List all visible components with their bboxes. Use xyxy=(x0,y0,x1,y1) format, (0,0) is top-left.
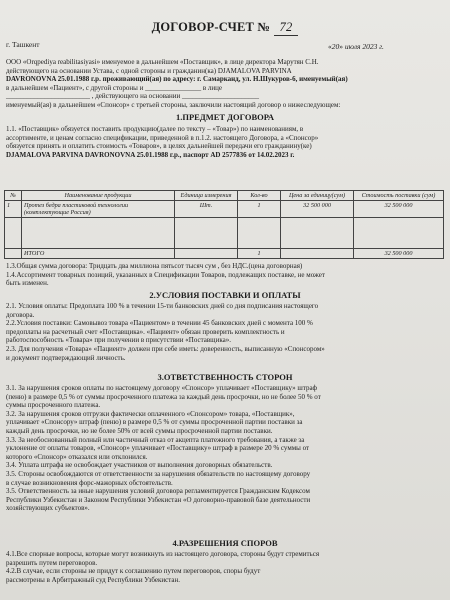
section-2-line: 2.3. Для получения «Товара» «Пациент» должен при себе иметь: доверенность, выписанную «Спонсором» xyxy=(6,344,325,353)
total-qty: 1 xyxy=(238,249,281,259)
section-4-line: рассмотрены в Арбитражный суд Республики Узбекистан. xyxy=(6,575,180,584)
preamble-line: DAVRONOVNA 25.01.1988 г.р. проживающий(ая) по адресу: г. Самарканд, ул. Н.Шукуров-6, именуемый(ая) xyxy=(6,75,348,84)
section-3-line: 3.1. За нарушения сроков оплаты по настоящему договору «Спонсор» уплачивает «Поставщику» штраф xyxy=(6,384,318,392)
section-2-line: 2.2.Условия поставки: Самовывоз товара «Пациентом» в течении 45 банковских дней с момента 100 % xyxy=(6,319,313,328)
section-4-text xyxy=(6,550,444,584)
section-3-line: 3.3. За необоснованный полный или частичный отказ от акцепта платежного требования, а также за xyxy=(6,435,305,444)
contract-title xyxy=(0,20,450,36)
total-value: 32 500 000 xyxy=(354,249,444,259)
section-3-line: хозяйствующих субъектов». xyxy=(6,504,90,513)
contract-number: 72 xyxy=(274,20,299,36)
after-table-line: быть изменен. xyxy=(6,279,49,288)
header-cell: Единица измерения xyxy=(175,191,238,201)
section-3-text xyxy=(6,384,444,513)
table-row xyxy=(5,201,444,218)
section-3-line: (пеню) в размере 0,5 % от суммы просроченного платежа за каждый день просрочки, но не более 50 % от xyxy=(6,392,321,401)
table-total-row xyxy=(5,249,444,259)
contract-date: «20» июля 2023 г. xyxy=(328,42,384,51)
section-2-line: договора. xyxy=(6,310,35,319)
header-cell: Стоимость поставки (сум) xyxy=(354,191,444,201)
section-3-line: каждый день просрочки, но не более 50% от всей суммы просроченной партии поставки. xyxy=(6,426,273,435)
table-empty-row xyxy=(5,218,444,249)
header-cell: Кол-во xyxy=(238,191,281,201)
section-4-line: 4.2.В случае, если стороны не придут к соглашению путем переговоров, споры будут xyxy=(6,567,261,576)
total-amount-line: 1.3.Общая сумма договора: Тридцать два миллиона пятьсот тысяч сум , без НДС.(цена договорная) xyxy=(6,262,303,270)
date-day: 20 xyxy=(331,42,340,51)
cell-number: 1 xyxy=(5,201,22,218)
section-2-line: 2.1. Условия оплаты: Предоплата 100 % в течении 15-ти банковских дней со дня подписания настоящего xyxy=(6,302,319,310)
section-3-line: суммы просроченного платежа. xyxy=(6,401,101,410)
preamble-line: ________________________ , действующего на основании ______________________ xyxy=(6,92,260,101)
section-4-line: 4.1.Все спорные вопросы, которые могут возникнуть из настоящего договора, стороны будут стремиться xyxy=(6,550,320,558)
preamble-line: ООО «Orqpediya reabilitasiyasi» именуемое в дальнейшем «Поставщик», в лице директора Марутян С.Н. xyxy=(6,58,319,66)
preamble-line: действующего на основании Устава, с одной стороны и гражданин(ка) DJAMALOVA PARVINA xyxy=(6,66,292,75)
section-3-line: уклонение от оплаты товаров, «Спонсор» уплачивает «Поставщику» штраф в размере 20 % суммы от xyxy=(6,444,310,453)
section-3-line: 3.5. Стороны освобождаются от ответственности за нарушения обязательств по настоящему договору xyxy=(6,469,311,478)
section-3-line: 3.5. Ответственность за иные нарушения условий договора регламентируется Гражданским Кодексом xyxy=(6,487,310,496)
cell-product-name: Протез бедра пластиковой технологии (комплектующие Россия) xyxy=(22,201,175,218)
preamble xyxy=(6,58,444,110)
section-2-text xyxy=(6,302,444,362)
cell-total: 32 500 000 xyxy=(354,201,444,218)
section-4-heading: 4.РАЗРЕШЕНИЯ СПОРОВ xyxy=(172,538,278,548)
section-2-line: предоплаты на расчетный счет «Поставщика». «Пациент» обязан проверить комплектность и xyxy=(6,327,285,336)
section-1-line: обязуется принять и оплатить стоимость «Товаров», в целях дальнейшей передачи его гражданину(ке) xyxy=(6,142,312,151)
section-3-heading: 3.ОТВЕТСТВЕННОСТЬ СТОРОН xyxy=(157,372,293,382)
table-header-row xyxy=(5,191,444,201)
section-1-line: 1.1. «Поставщик» обязуется поставить продукцию(далее по тексту – «Товар») по наименованиям, в xyxy=(6,125,304,133)
date-month: июля xyxy=(344,42,361,51)
section-2-heading: 2.УСЛОВИЯ ПОСТАВКИ И ОПЛАТЫ xyxy=(149,290,301,300)
specification-table xyxy=(4,190,444,259)
preamble-line: в дальнейшем «Пациент», с другой стороны и ________________ в лице xyxy=(6,83,222,92)
total-label: ИТОГО xyxy=(22,249,175,259)
section-3-line: Республики Узбекистан и Законом Республики Узбекистан «О договорно-правовой базе деятельности xyxy=(6,495,311,504)
section-1-text xyxy=(6,125,444,159)
section-2-line: работоспособность «Товара» при получении в присутствии «Поставщика». xyxy=(6,336,231,345)
beneficiary-line: DJAMALOVA PARVINA DAVRONOVNA 25.01.1988 г.р., паспорт AD 2577836 от 14.02.2023 г. xyxy=(6,150,295,159)
date-year: 2023 г. xyxy=(362,42,384,51)
section-3-line: уплачивает «Спонсору» штраф (пеню) в размере 0,5 % от суммы просроченной партии поставки за xyxy=(6,418,303,427)
header-cell: Цена за единицу(сум) xyxy=(281,191,354,201)
section-3-line: которого «Спонсор» отказался или отклонился. xyxy=(6,452,148,461)
section-3-line: 3.4. Уплата штрафа не освобождает участников от выполнения договорных обязательств. xyxy=(6,461,273,470)
city: г. Ташкент xyxy=(6,40,40,49)
section-1-heading: 1.ПРЕДМЕТ ДОГОВОРА xyxy=(176,112,274,122)
section-3-line: 3.2. За нарушения сроков отгрузки фактически оплаченного «Спонсором» товара, «Поставщик», xyxy=(6,409,295,418)
after-table-line: 1.4.Ассортимент товарных позиций, указанных в Спецификации Товаров, подлежащих поставке, не может xyxy=(6,270,325,279)
section-2-line: и документ подтверждающий личность. xyxy=(6,353,126,362)
section-1-line: ассортименте, и ценам согласно спецификации, приведенной в п.1.2. настоящего Договора, а «Спонсор» xyxy=(6,133,319,142)
after-table-text xyxy=(6,262,444,288)
title-text: ДОГОВОР-СЧЕТ № xyxy=(151,20,271,34)
preamble-line: именуемый(ая) в дальнейшем «Спонсор» с третьей стороны, заключили настоящий договор о нижеследующем: xyxy=(6,100,341,109)
section-4-line: разрешить путем переговоров. xyxy=(6,558,98,567)
header-cell: № xyxy=(5,191,22,201)
cell-unit: Шт. xyxy=(175,201,238,218)
header-cell: Наименование продукции xyxy=(22,191,175,201)
section-3-line: в случае возникновения форс-мажорных обстоятельств. xyxy=(6,478,173,487)
cell-price: 32 500 000 xyxy=(281,201,354,218)
cell-qty: 1 xyxy=(238,201,281,218)
